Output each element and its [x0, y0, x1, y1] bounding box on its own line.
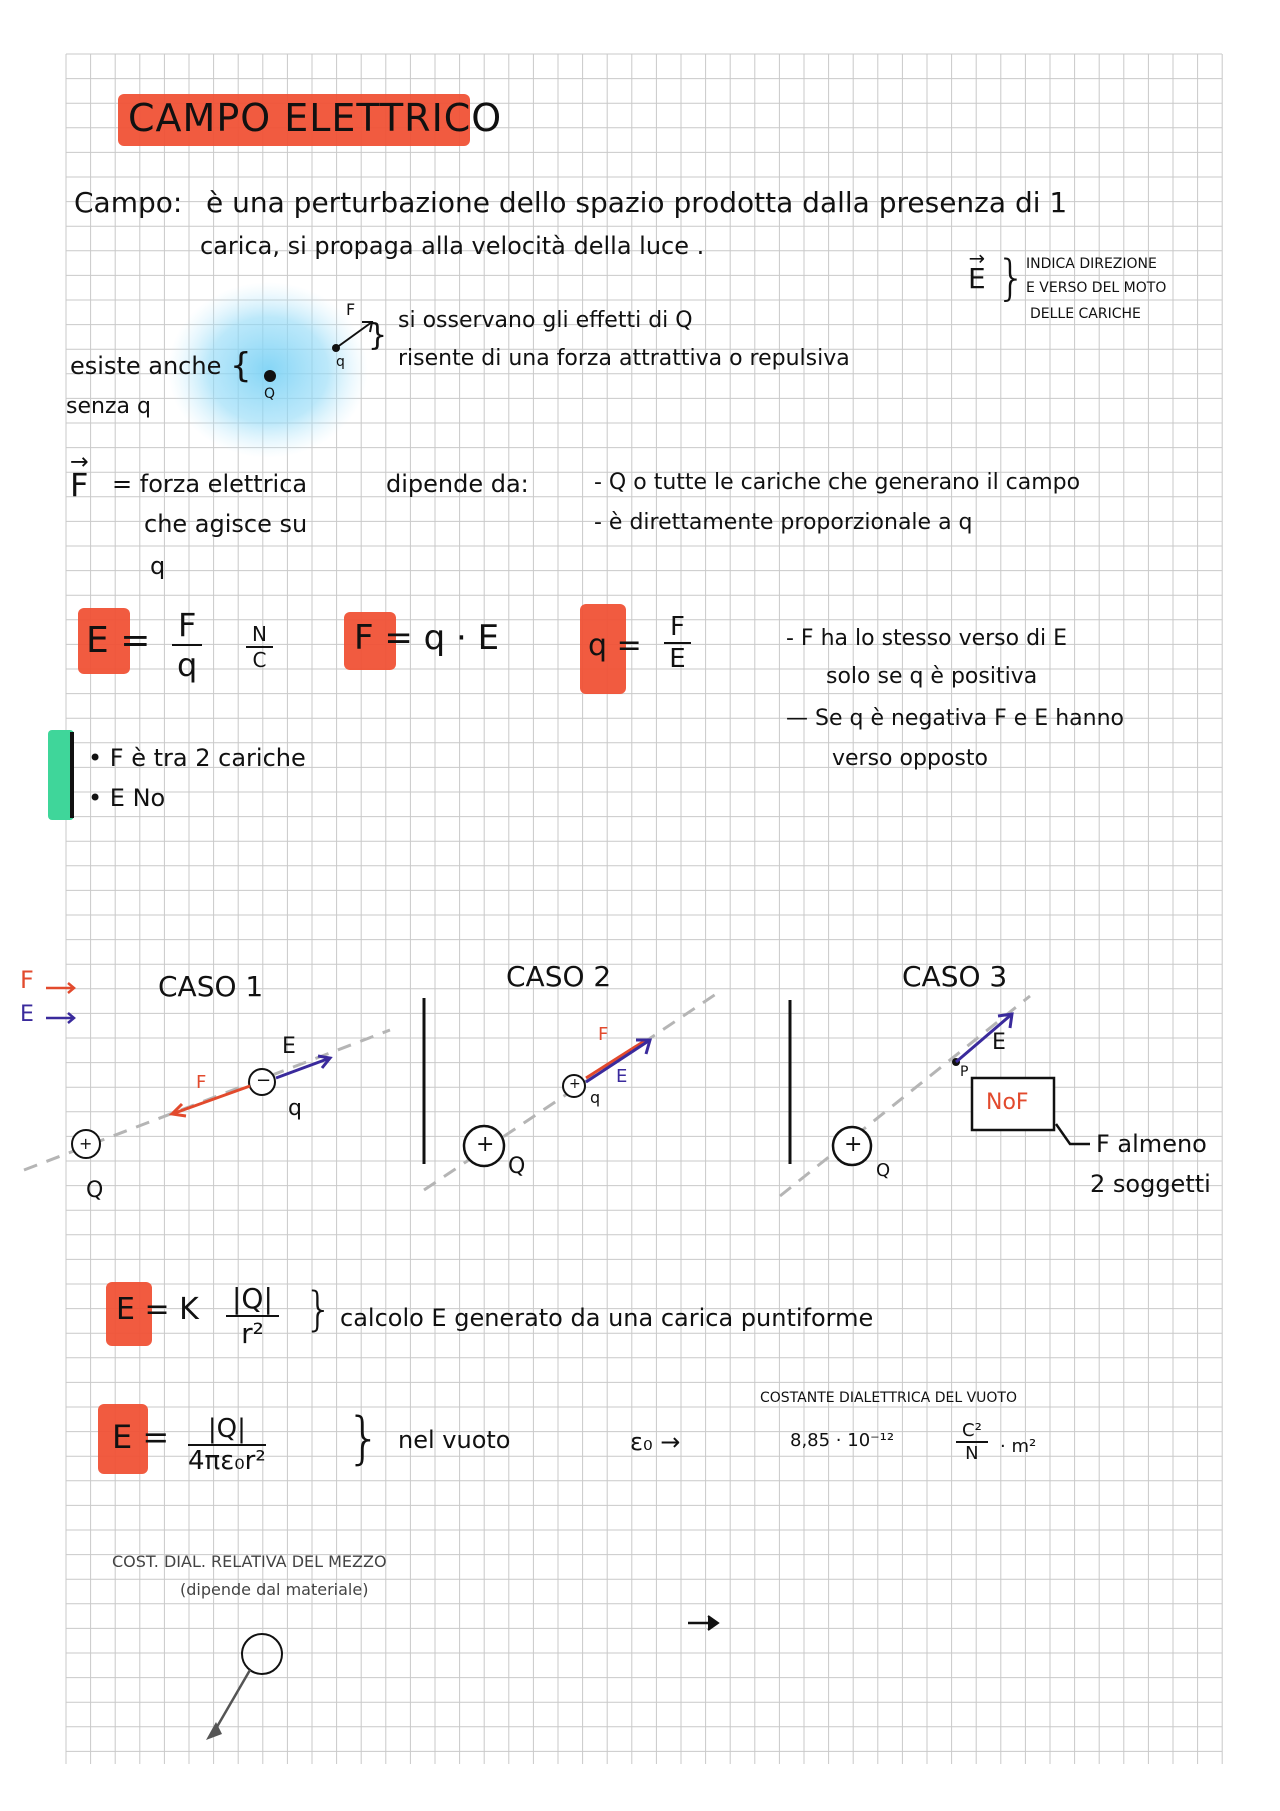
case2-source-sign: +	[476, 1132, 495, 1157]
e-formula-left: E =	[86, 620, 151, 661]
coulomb-den: r²	[241, 1317, 264, 1350]
case3-source-sign: +	[844, 1132, 863, 1157]
coulomb-note: calcolo E generato da una carica puntiforme	[340, 1304, 874, 1332]
case3-note-2: 2 soggetti	[1090, 1170, 1211, 1198]
case3-source-label: Q	[876, 1160, 891, 1181]
case1-field-label: E	[282, 1034, 296, 1059]
halo-charge-q: q	[336, 354, 345, 370]
case3-pointer	[1056, 1124, 1090, 1144]
eps-circle	[242, 1634, 282, 1674]
e-note-symbol-text: → E	[968, 262, 986, 295]
case1-title: CASO 1	[158, 970, 264, 1003]
force-def-line-3: q	[150, 552, 166, 580]
case2-source-label: Q	[508, 1154, 526, 1179]
legend-e: E	[20, 1002, 34, 1027]
vacuum-den: 4πε₀r²	[188, 1446, 266, 1476]
e-units-num: N	[246, 622, 273, 648]
vacuum-num: |Q|	[188, 1414, 266, 1446]
e-units-den: C	[252, 648, 267, 672]
case1-source-label: Q	[86, 1178, 104, 1203]
case2-test-label: q	[590, 1088, 601, 1107]
coulomb-left: E = K	[116, 1292, 199, 1327]
q-formula-left: q =	[588, 628, 642, 663]
const-label: COSTANTE DIALETTRICA DEL VUOTO	[760, 1390, 1017, 1406]
eps-pointer	[214, 1670, 250, 1732]
q-formula-den: E	[669, 644, 686, 674]
effect-brace: }	[368, 318, 388, 353]
case2-test-sign: +	[569, 1076, 581, 1092]
case3-point-label: P	[960, 1064, 969, 1080]
coulomb-brace: }	[304, 1282, 334, 1336]
exists-line-2: senza q	[66, 394, 151, 419]
rule-2: solo se q è positiva	[826, 664, 1038, 689]
rule-3: — Se q è negativa F e E hanno	[786, 706, 1124, 731]
case2-force-label: F	[598, 1024, 609, 1045]
const-value: 8,85 · 10⁻¹²	[790, 1430, 895, 1451]
case1-source-sign: +	[79, 1134, 93, 1153]
const-fraction	[956, 1420, 988, 1464]
case1-force-label: F	[196, 1072, 207, 1093]
vacuum-brace: }	[346, 1406, 382, 1471]
eps-label: ε₀ →	[630, 1428, 681, 1456]
relative-const-line-1: COST. DIAL. RELATIVA DEL MEZZO	[112, 1552, 387, 1571]
campo-line-2: carica, si propaga alla velocità della luce .	[200, 232, 705, 260]
const-tail: · m²	[1000, 1436, 1037, 1457]
case3-note-1: F almeno	[1096, 1130, 1207, 1158]
e-note-line-2: E VERSO DEL MOTO	[1026, 280, 1167, 296]
bullet-2: • E No	[88, 784, 166, 812]
vacuum-left: E =	[112, 1418, 170, 1456]
case3-box-text: NoF	[986, 1090, 1029, 1115]
effect-line-1: si osservano gli effetti di Q	[398, 308, 693, 333]
legend-f: F	[20, 966, 34, 994]
e-formula-den: q	[177, 646, 198, 684]
rule-1: - F ha lo stesso verso di E	[786, 626, 1068, 651]
case3-title: CASO 3	[902, 960, 1008, 993]
coulomb-fraction	[226, 1282, 279, 1350]
coulomb-num: |Q|	[226, 1282, 279, 1317]
force-def-line-1: = forza elettrica	[112, 470, 308, 498]
case3-field-label: E	[992, 1030, 1006, 1055]
force-depends: dipende da:	[386, 470, 529, 498]
e-formula-num: F	[172, 606, 202, 646]
case1-field-arrow	[276, 1058, 330, 1078]
const-num: C²	[956, 1420, 988, 1443]
f-formula: F = q · E	[354, 618, 500, 658]
effect-line-2: risente di una forza attrattiva o repulsiva	[398, 346, 850, 371]
halo-force-label: F	[346, 300, 356, 319]
force-dep-1: - Q o tutte le cariche che generano il campo	[594, 470, 1081, 495]
case1-test-sign: −	[256, 1070, 272, 1091]
case2-field-label: E	[616, 1066, 628, 1087]
e-note-line-1: INDICA DIREZIONE	[1026, 256, 1157, 272]
rule-4: verso opposto	[832, 746, 988, 771]
force-def-line-2: che agisce su	[144, 510, 308, 538]
campo-line-1: è una perturbazione dello spazio prodotta dalla presenza di 1	[206, 186, 1068, 219]
eps-arrow-head	[708, 1616, 718, 1630]
case2-title: CASO 2	[506, 960, 612, 993]
force-dep-2: - è direttamente proporzionale a q	[594, 510, 973, 535]
const-den: N	[965, 1443, 979, 1464]
case1-test-label: q	[288, 1096, 302, 1121]
exists-line-1: esiste anche	[70, 352, 222, 380]
exists-brace: {	[230, 346, 252, 386]
case1-force-arrow	[172, 1086, 250, 1114]
q-formula-num: F	[664, 612, 691, 644]
e-note-line-3: DELLE CARICHE	[1030, 306, 1141, 322]
page-title: CAMPO ELETTRICO	[128, 96, 503, 140]
e-note-brace: }	[996, 250, 1027, 306]
bullet-1: • F è tra 2 cariche	[88, 744, 306, 772]
vacuum-fraction	[188, 1414, 266, 1476]
force-symbol-text: → F	[70, 466, 88, 504]
vacuum-note: nel vuoto	[398, 1426, 511, 1454]
halo-charge-Q: Q	[264, 386, 276, 402]
relative-const-line-2: (dipende dal materiale)	[180, 1580, 369, 1599]
campo-label: Campo:	[74, 186, 183, 219]
